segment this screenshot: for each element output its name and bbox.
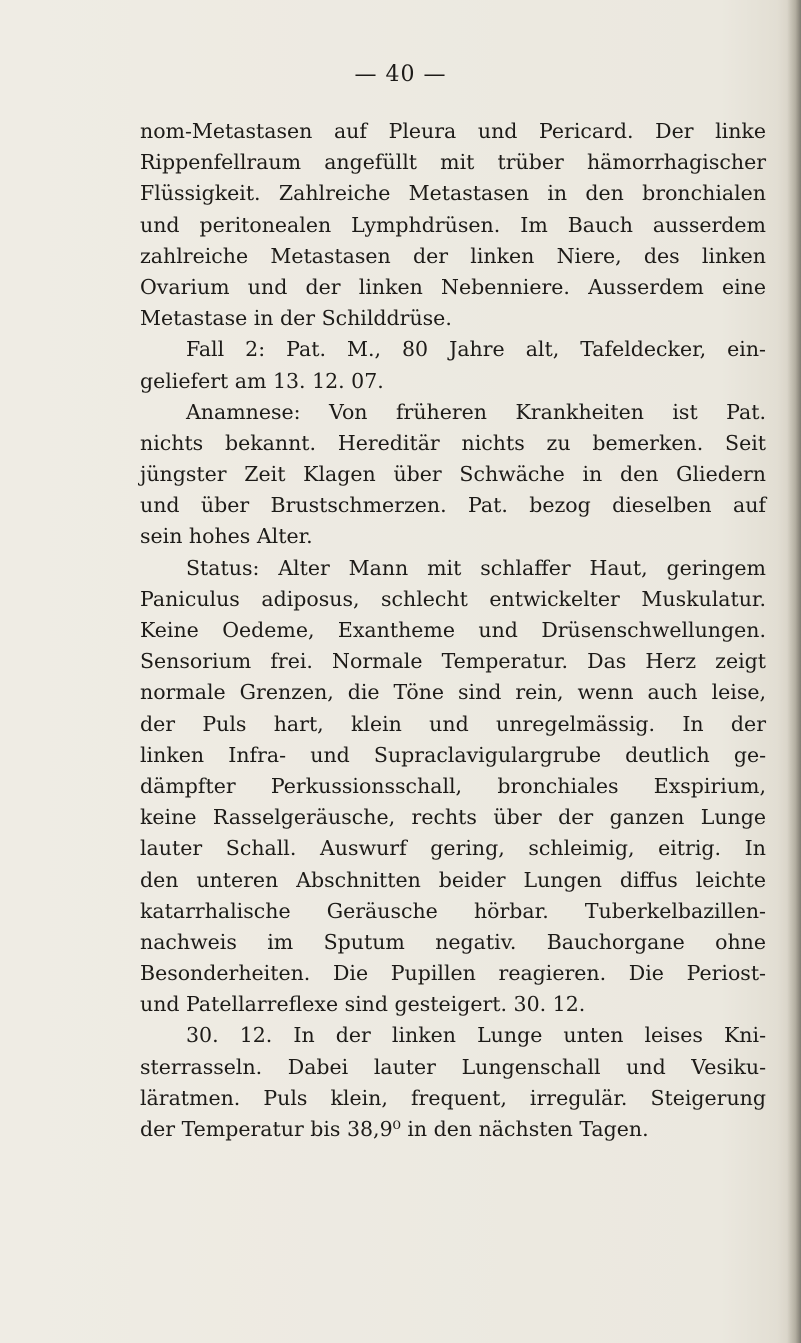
text-line: nichts bekannt. Hereditär nichts zu bemerken. Seit — [140, 430, 766, 455]
text-line: dämpfter Perkussionsschall, bronchiales Exspirium, — [140, 773, 766, 798]
text-line: Besonderheiten. Die Pupillen reagieren. Die Periost- — [140, 961, 766, 986]
text-line: der Puls hart, klein und unregelmässig. In der — [140, 711, 766, 736]
text-line: Flüssigkeit. Zahlreiche Metastasen in den bronchialen — [140, 181, 766, 206]
text-line-case-heading: Fall 2: Pat. M., 80 Jahre alt, Tafeldecker, ein- — [186, 337, 766, 362]
text-line: Ovarium und der linken Nebenniere. Ausserdem eine — [140, 274, 766, 299]
text-line: nachweis im Sputum negativ. Bauchorgane ohne — [140, 929, 766, 954]
page-number: — 40 — — [354, 62, 447, 87]
text-line: jüngster Zeit Klagen über Schwäche in den Gliedern — [140, 462, 766, 487]
text-line-status: Status: Alter Mann mit schlaffer Haut, geringem — [186, 555, 766, 580]
text-line: normale Grenzen, die Töne sind rein, wenn auch leise, — [140, 680, 766, 705]
text-line: linken Infra- und Supraclavigulargrube deutlich ge- — [140, 742, 766, 767]
text-line: lauter Schall. Auswurf gering, schleimig, eitrig. In — [140, 836, 766, 861]
text-line-anamnese: Anamnese: Von früheren Krankheiten ist Pat. — [186, 399, 766, 424]
text-line: und peritonealen Lymphdrüsen. Im Bauch ausserdem — [140, 212, 766, 237]
text-line: Paniculus adiposus, schlecht entwickelter Muskulatur. — [140, 586, 766, 611]
text-line: und über Brustschmerzen. Pat. bezog dieselben auf — [140, 493, 766, 518]
text-line: Metastase in der Schilddrüse. — [140, 306, 452, 331]
text-line: zahlreiche Metastasen der linken Niere, des linken — [140, 243, 766, 268]
text-line: und Patellarreflexe sind gesteigert. 30. 12. — [140, 992, 586, 1017]
text-line: katarrhalische Geräusche hörbar. Tuberkelbazillen- — [140, 898, 766, 923]
text-line-date-entry: 30. 12. In der linken Lunge unten leises Kni- — [186, 1023, 766, 1048]
text-line: nom-Metastasen auf Pleura und Pericard. Der linke — [140, 119, 766, 143]
text-line: geliefert am 13. 12. 07. — [140, 368, 384, 393]
text-line: der Temperatur bis 38,9⁰ in den nächsten Tagen. — [140, 1117, 649, 1141]
text-line: sein hohes Alter. — [140, 524, 313, 549]
text-line: sterrasseln. Dabei lauter Lungenschall und Vesiku- — [140, 1054, 766, 1079]
text-line: Keine Oedeme, Exantheme und Drüsenschwellungen. — [140, 618, 766, 642]
body-text — [140, 116, 766, 1145]
text-line: den unteren Abschnitten beider Lungen diffus leichte — [140, 867, 766, 892]
page-edge-shadow — [787, 0, 801, 1343]
text-line: Sensorium frei. Normale Temperatur. Das Herz zeigt — [140, 649, 766, 674]
text-line: keine Rasselgeräusche, rechts über der ganzen Lunge — [140, 805, 766, 830]
text-line: läratmen. Puls klein, frequent, irregulär. Steigerung — [140, 1085, 766, 1110]
text-line: Rippenfellraum angefüllt mit trüber hämorrhagischer — [140, 150, 766, 175]
